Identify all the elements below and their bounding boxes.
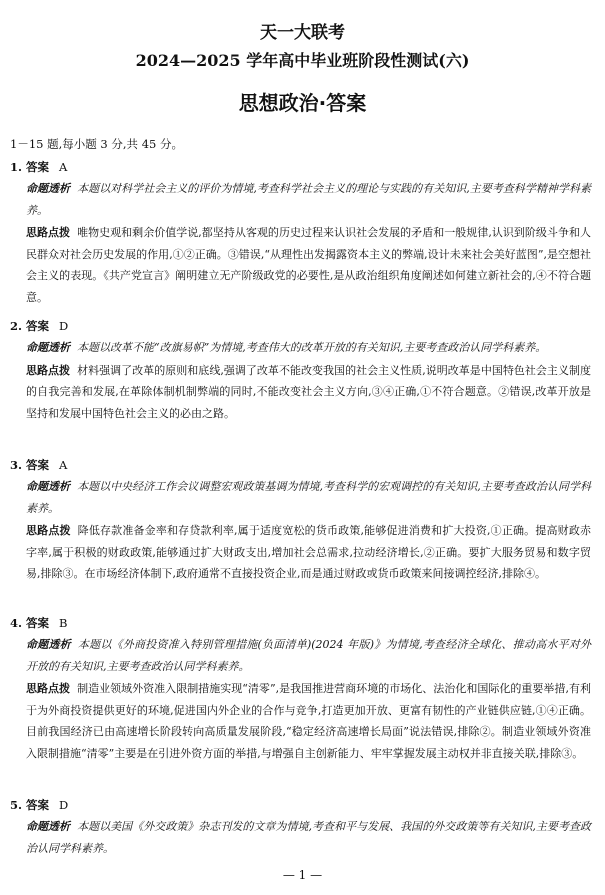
question-number: 3. <box>10 458 23 472</box>
analysis-label: 命题透析 <box>26 820 71 833</box>
answer-value: D <box>59 798 69 812</box>
page-number: — 1 — <box>282 868 323 882</box>
question-4 <box>10 615 595 764</box>
answer-value: A <box>59 458 68 472</box>
exam-title: 2024—2025 学年高中毕业班阶段性测试(六) <box>135 51 470 70</box>
analysis-text: 本题以《外商投资准入特别管理措施(负面清单)(2024 年版)》为情境,考查经济全球化、推动高水平对外开放的有关知识,主要考查政治认同学科素养。 <box>26 638 591 673</box>
answer-line <box>10 159 595 175</box>
analysis-text: 本题以对科学社会主义的评价为情境,考查科学社会主义的理论与实践的有关知识,主要考查科学精神学科素养。 <box>26 182 591 217</box>
question-1 <box>10 159 595 308</box>
question-number: 5. <box>10 798 23 812</box>
question-5 <box>10 797 595 859</box>
question-number: 1. <box>10 160 23 174</box>
answer-label: 答案 <box>26 798 50 812</box>
hint-paragraph <box>26 222 591 308</box>
hint-paragraph <box>26 678 591 764</box>
answer-label: 答案 <box>26 458 50 472</box>
analysis-text: 本题以美国《外交政策》杂志刊发的文章为情境,考查和平与发展、我国的外交政策等有关知识,主要考查政治认同学科素养。 <box>26 820 591 855</box>
analysis-label: 命题透析 <box>26 638 71 651</box>
analysis-paragraph <box>26 337 591 359</box>
answer-label: 答案 <box>26 319 50 333</box>
question-number: 4. <box>10 616 23 630</box>
hint-text: 材料强调了改革的原则和底线,强调了改革不能改变我国的社会主义性质,说明改革是中国特色社会主义制度的自我完善和发展,在革除体制机制弊端的同时,不能改变社会主义方向,③④正确,①不符合题意。②错误,改革开放是坚持和发展中国特色社会主义的必由之路。 <box>26 363 591 420</box>
hint-text: 制造业领域外资准入限制措施实现“清零”,是我国推进营商环境的市场化、法治化和国际化的重要举措,有利于为外商投资提供更好的环境,促进国内外企业的合作与竞争,打造更加开放、更富有韧性的产业链供应链,①④正确。目前我国经济已由高速增长阶段转向高质量发展阶段,“稳定经济高速增长局面”说法错误,排除②。制造业领域外资准入限制措施“清零”主要是在引进外资方面的举措,与增强自主创新能力、牢牢掌握发展主动权并非直接关联,排除③。 <box>26 682 591 760</box>
analysis-label: 命题透析 <box>26 480 71 493</box>
analysis-paragraph <box>26 634 591 677</box>
answer-line <box>10 615 595 631</box>
answer-label: 答案 <box>26 616 50 630</box>
hint-paragraph <box>26 360 591 425</box>
scoring-note: 1－15 题,每小题 3 分,共 45 分。 <box>10 137 183 151</box>
hint-label: 思路点拨 <box>26 524 71 537</box>
analysis-text: 本题以改革不能“改旗易帜”为情境,考查伟大的改革开放的有关知识,主要考查政治认同学科素养。 <box>77 341 547 354</box>
answer-line <box>10 457 595 473</box>
answer-value: A <box>59 160 68 174</box>
analysis-label: 命题透析 <box>26 341 70 354</box>
analysis-paragraph <box>26 816 591 859</box>
hint-label: 思路点拨 <box>26 226 71 239</box>
answer-line <box>10 318 595 334</box>
hint-paragraph <box>26 520 591 585</box>
answer-line <box>10 797 595 813</box>
hint-label: 思路点拨 <box>26 682 71 695</box>
question-number: 2. <box>10 319 23 333</box>
hint-label: 思路点拨 <box>26 363 71 377</box>
analysis-text: 本题以中央经济工作会议调整宏观政策基调为情境,考查科学的宏观调控的有关知识,主要考查政治认同学科素养。 <box>26 480 591 515</box>
hint-text: 唯物史观和剩余价值学说,都坚持从客观的历史过程来认识社会发展的矛盾和一般规律,认识到阶级斗争和人民群众对社会历史发展的作用,①②正确。③错误,“从理性出发揭露资本主义的弊端,设计未来社会美好蓝图”,是空想社会主义的表现。《共产党宣言》阐明建立无产阶级政党的必要性,是从政治组织角度阐述如何建立新社会的,④不符合题意。 <box>26 226 591 304</box>
answer-label: 答案 <box>26 160 50 174</box>
question-2 <box>10 318 595 424</box>
hint-text: 降低存款准备金率和存贷款利率,属于适度宽松的货币政策,能够促进消费和扩大投资,①正确。提高财政赤字率,属于积极的财政政策,能够通过扩大财政支出,增加社会总需求,拉动经济增长,②正确。要扩大服务贸易和数字贸易,排除③。在市场经济体制下,政府通常不直接投资企业,而是通过财政或货币政策来间接调控经济,排除④。 <box>26 524 591 580</box>
question-3 <box>10 457 595 585</box>
organization-title: 天一大联考 <box>260 23 345 43</box>
subject-title: 思想政治·答案 <box>238 91 367 115</box>
answer-value: B <box>59 616 68 630</box>
analysis-paragraph <box>26 178 591 221</box>
analysis-label: 命题透析 <box>26 182 71 195</box>
analysis-paragraph <box>26 476 591 519</box>
answer-value: D <box>59 319 69 333</box>
